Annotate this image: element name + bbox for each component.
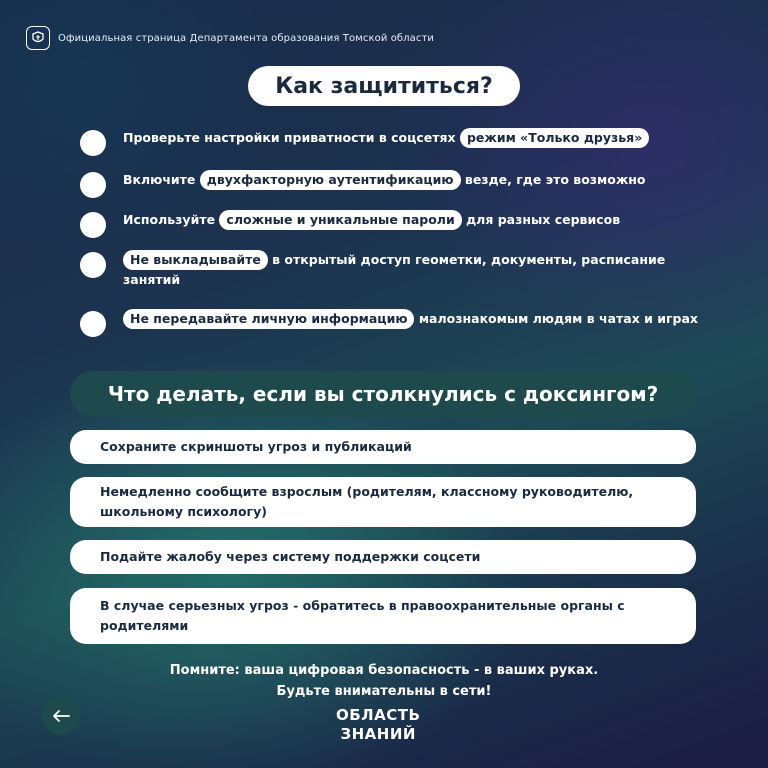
logo-line-2: ЗНАНИЙ <box>340 725 416 743</box>
checklist-text-after: в открытый доступ геометки, документы, расписание занятий <box>123 252 666 287</box>
footer-line-2: Будьте внимательны в сети! <box>276 684 492 699</box>
checklist-text-after: везде, где это возможно <box>464 172 646 187</box>
bullet-circle-icon <box>80 311 106 337</box>
bullet-circle-icon <box>80 172 106 198</box>
page-title: Как защититься? <box>248 66 520 106</box>
logo <box>336 706 420 744</box>
advice-card: Немедленно сообщите взрослым (родителям, классному руководителю, школьному психологу) <box>70 477 696 527</box>
checklist-text <box>123 128 723 148</box>
checklist-highlight: сложные и уникальные пароли <box>219 210 461 230</box>
section-title: Что делать, если вы столкнулись с доксингом? <box>70 371 696 417</box>
advice-card: Сохраните скриншоты угроз и публикаций <box>70 430 696 464</box>
checklist-text <box>123 309 723 329</box>
back-button[interactable] <box>42 697 80 735</box>
checklist-text <box>123 250 723 290</box>
advice-card: Подайте жалобу через систему поддержки соцсети <box>70 540 696 574</box>
checklist-text <box>123 170 723 190</box>
checklist-text-after: для разных сервисов <box>466 212 621 227</box>
header <box>26 26 434 50</box>
bullet-circle-icon <box>80 212 106 238</box>
checklist-text-before: Включите <box>123 172 196 187</box>
checklist-item <box>80 309 723 337</box>
footer-message <box>0 660 768 702</box>
checklist-text-before: Используйте <box>123 212 216 227</box>
checklist-item <box>80 128 723 156</box>
bullet-circle-icon <box>80 130 106 156</box>
checklist-item <box>80 210 723 238</box>
checklist-text <box>123 210 723 230</box>
tomsk-emblem-icon <box>26 26 50 50</box>
bullet-circle-icon <box>80 252 106 278</box>
checklist-item <box>80 170 723 198</box>
checklist-highlight: Не выкладывайте <box>123 250 268 270</box>
advice-card: В случае серьезных угроз - обратитесь в правоохранительные органы с родителями <box>70 588 696 644</box>
checklist-text-before: Проверьте настройки приватности в соцсетях <box>123 130 456 145</box>
footer-line-1: Помните: ваша цифровая безопасность - в ваших руках. <box>169 663 599 678</box>
checklist-text-after: малознакомым людям в чатах и играх <box>418 311 698 326</box>
arrow-left-icon <box>52 709 70 723</box>
checklist-highlight: двухфакторную аутентификацию <box>200 170 461 190</box>
checklist-highlight: режим «Только друзья» <box>460 128 649 148</box>
checklist-highlight: Не передавайте личную информацию <box>123 309 414 329</box>
checklist-item <box>80 250 723 290</box>
logo-line-1: ОБЛАСТЬ <box>336 706 421 724</box>
header-text: Официальная страница Департамента образования Томской области <box>58 32 435 44</box>
